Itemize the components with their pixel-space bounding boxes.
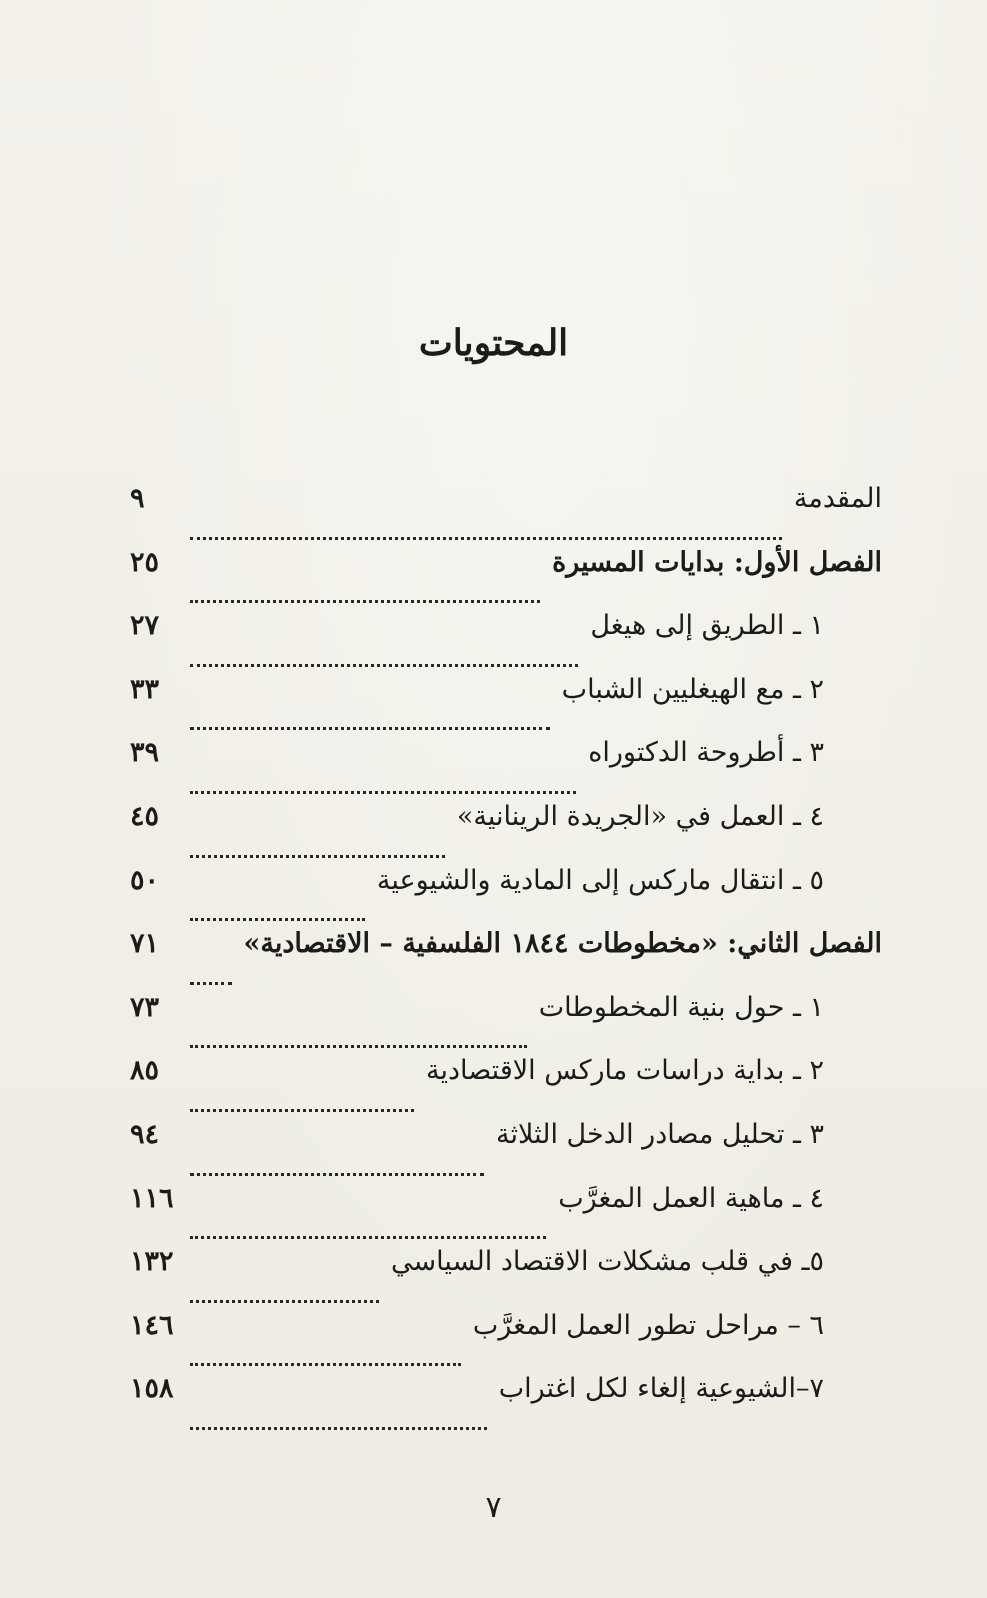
toc-entry-page: ٧١ — [130, 928, 160, 960]
toc-chapter — [130, 547, 882, 611]
dot-leader — [190, 1235, 546, 1239]
toc-section — [130, 1373, 882, 1437]
dot-leader — [190, 599, 540, 603]
table-of-contents — [130, 483, 882, 1437]
toc-entry-page: ٧٣ — [130, 991, 160, 1023]
dot-leader — [190, 1362, 461, 1366]
toc-entry-title: ٣ ـ أطروحة الدكتوراه — [588, 737, 824, 769]
toc-entry-page: ١٤٦ — [130, 1309, 174, 1341]
toc-section — [130, 610, 882, 674]
toc-entry-title: الفصل الأول: بدايات المسيرة — [552, 546, 882, 578]
dot-leader — [190, 663, 578, 667]
page-title: المحتويات — [418, 322, 569, 364]
toc-section — [130, 801, 882, 865]
toc-entry-title: ٢ ـ بداية دراسات ماركس الاقتصادية — [426, 1055, 824, 1087]
toc-chapter — [130, 928, 882, 992]
toc-section — [130, 1055, 882, 1119]
toc-entry-title: ٦ – مراحل تطور العمل المغرَّب — [472, 1309, 824, 1341]
toc-section — [130, 1183, 882, 1247]
toc-entry-page: ١٣٢ — [130, 1246, 174, 1278]
toc-entry-page: ٢٥ — [130, 546, 160, 578]
toc-entry-page: ٣٣ — [130, 673, 160, 705]
toc-entry-title: ٥ـ في قلب مشكلات الاقتصاد السياسي — [390, 1246, 824, 1278]
toc-entry — [130, 483, 882, 547]
toc-entry-title: ٢ ـ مع الهيغليين الشباب — [561, 673, 824, 705]
toc-entry-title: ٥ ـ انتقال ماركس إلى المادية والشيوعية — [376, 864, 824, 896]
dot-leader — [190, 917, 365, 921]
toc-entry-page: ١١٦ — [130, 1182, 174, 1214]
toc-entry-page: ٢٧ — [130, 610, 160, 642]
toc-entry-title: ٤ ـ ماهية العمل المغرَّب — [558, 1182, 824, 1214]
toc-entry-title: الفصل الثاني: «مخطوطات ١٨٤٤ الفلسفية – الاقتصادية» — [243, 928, 882, 960]
toc-section — [130, 865, 882, 929]
toc-entry-page: ٩ — [130, 483, 145, 514]
toc-section — [130, 1310, 882, 1374]
toc-section — [130, 1119, 882, 1183]
toc-section — [130, 992, 882, 1056]
dot-leader — [190, 536, 782, 540]
toc-entry-title: ٤ ـ العمل في «الجريدة الرينانية» — [456, 800, 824, 832]
toc-section — [130, 737, 882, 801]
dot-leader — [190, 981, 232, 985]
toc-entry-page: ٩٤ — [130, 1118, 160, 1150]
toc-entry-page: ١٥٨ — [130, 1373, 174, 1405]
dot-leader — [190, 1426, 487, 1430]
dot-leader — [190, 726, 550, 730]
toc-entry-page: ٥٠ — [130, 864, 160, 896]
dot-leader — [190, 854, 445, 858]
dot-leader — [190, 1172, 484, 1176]
dot-leader — [190, 1108, 414, 1112]
toc-entry-title: ٣ ـ تحليل مصادر الدخل الثلاثة — [496, 1118, 824, 1150]
toc-entry-title: المقدمة — [793, 483, 882, 514]
toc-entry-page: ٤٥ — [130, 800, 160, 832]
toc-entry-title: ٧–الشيوعية إلغاء لكل اغتراب — [498, 1373, 824, 1405]
toc-section — [130, 1246, 882, 1310]
dot-leader — [190, 790, 576, 794]
toc-entry-title: ١ ـ حول بنية المخطوطات — [538, 991, 824, 1023]
toc-entry-page: ٨٥ — [130, 1055, 160, 1087]
dot-leader — [190, 1299, 379, 1303]
toc-entry-page: ٣٩ — [130, 737, 160, 769]
toc-section — [130, 674, 882, 738]
dot-leader — [190, 1044, 527, 1048]
toc-entry-title: ١ ـ الطريق إلى هيغل — [590, 610, 824, 642]
page-number: ٧ — [485, 1490, 502, 1525]
